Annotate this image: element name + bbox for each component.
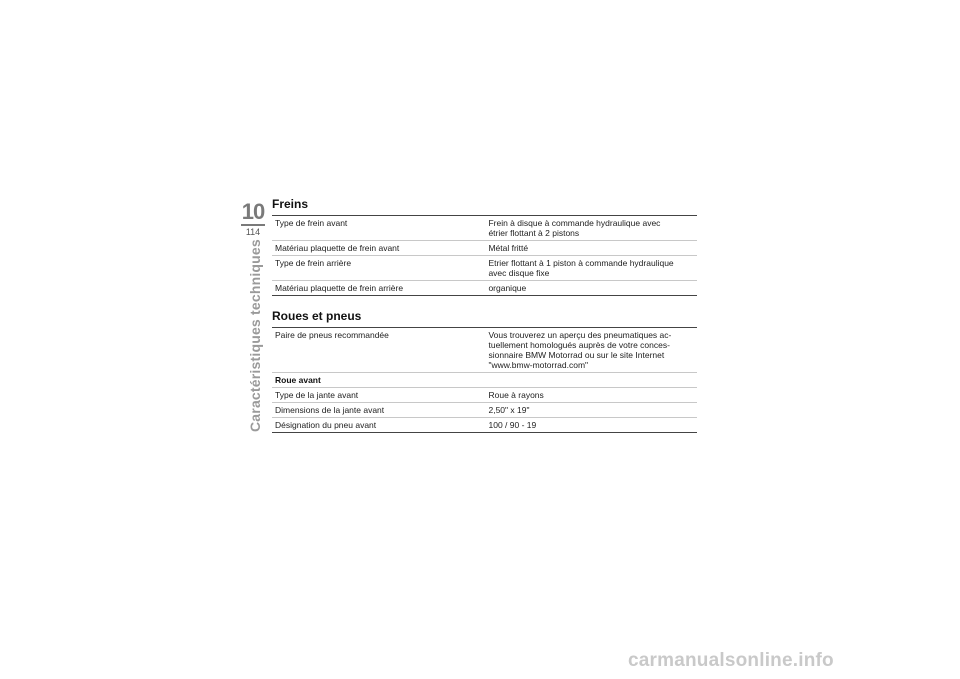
spec-table-roues bbox=[272, 327, 697, 433]
spec-label: Dimensions de la jante avant bbox=[272, 403, 485, 418]
spec-value: 100 / 90 - 19 bbox=[485, 418, 697, 433]
table-subheading-row bbox=[272, 373, 697, 388]
page-number: 114 bbox=[245, 227, 261, 237]
spec-label: Type de frein avant bbox=[272, 216, 485, 241]
table-row bbox=[272, 216, 697, 241]
table-row bbox=[272, 256, 697, 281]
spec-label: Type de la jante avant bbox=[272, 388, 485, 403]
spec-label: Matériau plaquette de frein avant bbox=[272, 241, 485, 256]
spec-value bbox=[485, 216, 697, 241]
section-heading-roues: Roues et pneus bbox=[272, 309, 362, 323]
section-gap bbox=[272, 296, 697, 308]
section-heading-freins: Freins bbox=[272, 197, 309, 211]
spec-value: Roue à rayons bbox=[485, 388, 697, 403]
spec-value: 2,50" x 19" bbox=[485, 403, 697, 418]
spec-label: Désignation du pneu avant bbox=[272, 418, 485, 433]
table-subheading: Roue avant bbox=[272, 373, 697, 388]
table-row bbox=[272, 418, 697, 433]
spec-label: Paire de pneus recommandée bbox=[272, 328, 485, 373]
spec-value-text: Etrier flottant à 1 piston à commande hydraulique avec disque fixe bbox=[488, 258, 674, 278]
table-row bbox=[272, 328, 697, 373]
spec-value-text: organique bbox=[488, 283, 527, 293]
watermark: carmanualsonline.info bbox=[628, 650, 834, 671]
table-row bbox=[272, 281, 697, 296]
spec-label: Type de frein arrière bbox=[272, 256, 485, 281]
content bbox=[272, 196, 697, 433]
spec-table-freins bbox=[272, 215, 697, 296]
table-row bbox=[272, 388, 697, 403]
table-row bbox=[272, 403, 697, 418]
chapter-rule bbox=[241, 224, 265, 226]
spec-value bbox=[485, 281, 697, 296]
chapter-tab bbox=[241, 201, 265, 238]
chapter-side-title: Caractéristiques techniques bbox=[247, 239, 263, 432]
spec-value bbox=[485, 241, 697, 256]
spec-value-text: Frein à disque à commande hydraulique avec étrier flottant à 2 pistons bbox=[488, 218, 661, 238]
table-row bbox=[272, 241, 697, 256]
spec-value-text: Vous trouverez un aperçu des pneumatiques ac- tuellement homologués auprès de votre conces- sionnaire BMW Motorrad ou sur le site Internet "www.bmw-motorrad.com" bbox=[488, 330, 672, 370]
spec-value bbox=[485, 328, 697, 373]
chapter-number: 10 bbox=[241, 199, 265, 224]
spec-value-text: Métal fritté bbox=[488, 243, 529, 253]
spec-value bbox=[485, 256, 697, 281]
spec-label: Matériau plaquette de frein arrière bbox=[272, 281, 485, 296]
